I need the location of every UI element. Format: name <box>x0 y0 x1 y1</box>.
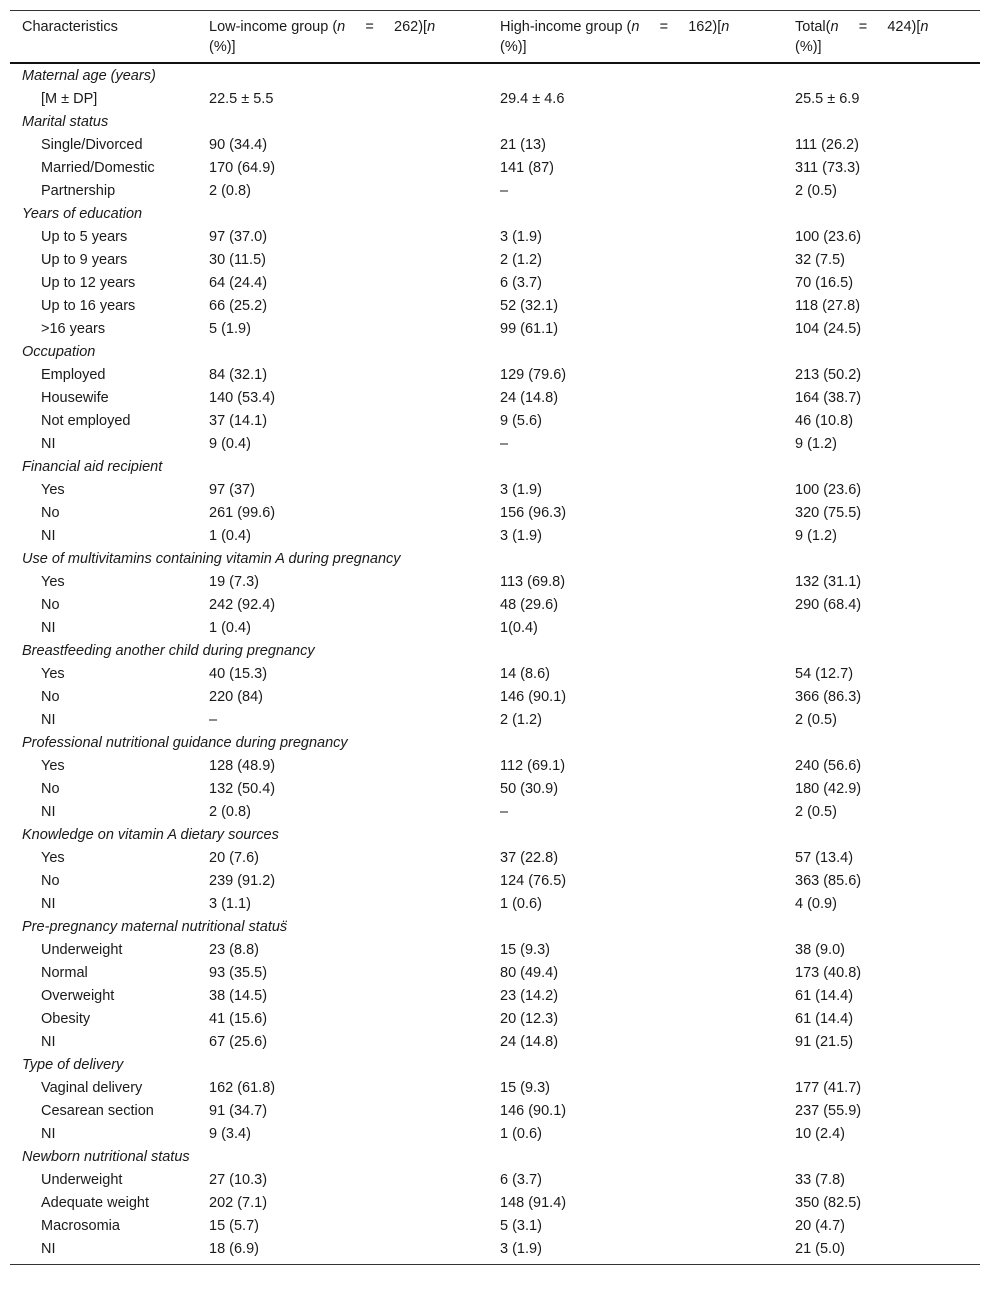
section-row <box>10 456 980 479</box>
table-row <box>10 870 980 893</box>
table-row <box>10 847 980 870</box>
high-income-cell: 113 (69.8) <box>500 574 566 590</box>
high-income-cell: 112 (69.1) <box>500 758 566 774</box>
row-label: >16 years <box>41 321 106 337</box>
high-income-cell: 50 (30.9) <box>500 781 559 797</box>
high-income-cell: 1 (0.6) <box>500 1126 542 1142</box>
row-label: Underweight <box>41 1172 123 1188</box>
total-cell: 21 (5.0) <box>795 1241 845 1257</box>
low-income-cell: 27 (10.3) <box>209 1172 268 1188</box>
total-cell: 61 (14.4) <box>795 1011 854 1027</box>
high-income-cell: 29.4 ± 4.6 <box>500 91 565 107</box>
row-label: Yes <box>41 574 65 590</box>
low-income-cell: – <box>209 712 218 728</box>
total-cell: 104 (24.5) <box>795 321 862 337</box>
row-label: Not employed <box>41 413 131 429</box>
low-income-cell: 93 (35.5) <box>209 965 268 981</box>
table-row <box>10 479 980 502</box>
high-income-cell: 2 (1.2) <box>500 712 542 728</box>
table-body <box>10 63 980 1265</box>
header-high-pre: High-income group ( <box>500 19 632 35</box>
header-characteristics: Characteristics <box>22 19 118 35</box>
table-row <box>10 134 980 157</box>
total-cell: 100 (23.6) <box>795 229 862 245</box>
high-income-cell: 3 (1.9) <box>500 528 542 544</box>
high-income-cell: 24 (14.8) <box>500 1034 559 1050</box>
low-income-cell: 38 (14.5) <box>209 988 268 1004</box>
table-row <box>10 985 980 1008</box>
section-label: Pre-pregnancy maternal nutritional status̈ <box>22 919 288 935</box>
high-income-cell: 1 (0.6) <box>500 896 542 912</box>
high-income-cell: – <box>500 804 509 820</box>
header-total-n2: n <box>920 19 929 35</box>
row-label: NI <box>41 1126 56 1142</box>
low-income-cell: 9 (3.4) <box>209 1126 251 1142</box>
section-label: Professional nutritional guidance during pregnancy <box>22 735 348 751</box>
row-label: Vaginal delivery <box>41 1080 143 1096</box>
table-row <box>10 778 980 801</box>
row-label: Up to 9 years <box>41 252 128 268</box>
total-cell: 213 (50.2) <box>795 367 862 383</box>
row-label: No <box>41 873 60 889</box>
header-total-n: n <box>830 19 839 35</box>
low-income-cell: 23 (8.8) <box>209 942 259 958</box>
high-income-cell: 141 (87) <box>500 160 555 176</box>
row-label: Yes <box>41 482 65 498</box>
high-income-cell: 5 (3.1) <box>500 1218 542 1234</box>
header-total <box>783 11 980 64</box>
low-income-cell: 239 (91.2) <box>209 873 276 889</box>
header-low-eq: = <box>365 19 374 35</box>
section-row <box>10 341 980 364</box>
total-cell: 363 (85.6) <box>795 873 862 889</box>
row-label: NI <box>41 1034 56 1050</box>
high-income-cell: 3 (1.9) <box>500 1241 542 1257</box>
section-row <box>10 640 980 663</box>
section-label: Knowledge on vitamin A dietary sources <box>22 827 279 843</box>
high-income-cell: 148 (91.4) <box>500 1195 567 1211</box>
row-label: Employed <box>41 367 106 383</box>
total-cell: 180 (42.9) <box>795 781 862 797</box>
total-cell: 33 (7.8) <box>795 1172 845 1188</box>
header-high-n: n <box>631 19 640 35</box>
low-income-cell: 67 (25.6) <box>209 1034 268 1050</box>
low-income-cell: 140 (53.4) <box>209 390 276 406</box>
header-total-count: 424)[ <box>887 19 921 35</box>
total-cell: 2 (0.5) <box>795 804 837 820</box>
table-row <box>10 571 980 594</box>
high-income-cell: 14 (8.6) <box>500 666 550 682</box>
total-cell: 20 (4.7) <box>795 1218 845 1234</box>
high-income-cell: 156 (96.3) <box>500 505 567 521</box>
total-cell: 290 (68.4) <box>795 597 862 613</box>
header-high-n2: n <box>721 19 730 35</box>
high-income-cell: 21 (13) <box>500 137 546 153</box>
table-row <box>10 962 980 985</box>
low-income-cell: 64 (24.4) <box>209 275 268 291</box>
row-label: Underweight <box>41 942 123 958</box>
section-row <box>10 111 980 134</box>
section-row <box>10 1146 980 1169</box>
total-cell: 91 (21.5) <box>795 1034 854 1050</box>
total-cell: 10 (2.4) <box>795 1126 845 1142</box>
row-label: Yes <box>41 758 65 774</box>
row-label: NI <box>41 896 56 912</box>
low-income-cell: 202 (7.1) <box>209 1195 268 1211</box>
section-label: Marital status <box>22 114 109 130</box>
table-row <box>10 410 980 433</box>
total-cell: 320 (75.5) <box>795 505 862 521</box>
total-cell: 61 (14.4) <box>795 988 854 1004</box>
total-cell: 173 (40.8) <box>795 965 862 981</box>
total-cell: 177 (41.7) <box>795 1080 862 1096</box>
row-label: NI <box>41 436 56 452</box>
low-income-cell: 2 (0.8) <box>209 183 251 199</box>
section-label: Newborn nutritional status <box>22 1149 190 1165</box>
section-label: Breastfeeding another child during pregnancy <box>22 643 315 659</box>
row-label: Yes <box>41 666 65 682</box>
high-income-cell: 1(0.4) <box>500 620 538 636</box>
low-income-cell: 97 (37) <box>209 482 255 498</box>
row-label: Partnership <box>41 183 116 199</box>
row-label: Yes <box>41 850 65 866</box>
row-label: Adequate weight <box>41 1195 150 1211</box>
table-row <box>10 1100 980 1123</box>
high-income-cell: 15 (9.3) <box>500 942 550 958</box>
high-income-cell: 146 (90.1) <box>500 1103 567 1119</box>
high-income-cell: 52 (32.1) <box>500 298 559 314</box>
section-label: Years of education <box>22 206 143 222</box>
row-label: Housewife <box>41 390 109 406</box>
low-income-cell: 20 (7.6) <box>209 850 259 866</box>
header-low-income <box>197 11 488 64</box>
table-row <box>10 1123 980 1146</box>
header-total-pre: Total( <box>795 19 831 35</box>
row-label: Obesity <box>41 1011 91 1027</box>
low-income-cell: 1 (0.4) <box>209 528 251 544</box>
high-income-cell: 6 (3.7) <box>500 275 542 291</box>
low-income-cell: 128 (48.9) <box>209 758 276 774</box>
table-row <box>10 295 980 318</box>
high-income-cell: 124 (76.5) <box>500 873 567 889</box>
total-cell: 100 (23.6) <box>795 482 862 498</box>
header-high-eq: = <box>659 19 669 35</box>
total-cell: 32 (7.5) <box>795 252 845 268</box>
low-income-cell: 18 (6.9) <box>209 1241 259 1257</box>
header-total-eq: = <box>858 19 868 35</box>
header-high-count: 162)[ <box>688 19 722 35</box>
section-label: Use of multivitamins containing vitamin A during pregnancy <box>22 551 401 567</box>
high-income-cell: 2 (1.2) <box>500 252 542 268</box>
section-row <box>10 203 980 226</box>
low-income-cell: 22.5 ± 5.5 <box>209 91 274 107</box>
row-label: Married/Domestic <box>41 160 155 176</box>
high-income-cell: 3 (1.9) <box>500 229 542 245</box>
total-cell: 240 (56.6) <box>795 758 862 774</box>
table-row <box>10 939 980 962</box>
section-label: Financial aid recipient <box>22 459 163 475</box>
high-income-cell: 37 (22.8) <box>500 850 559 866</box>
total-cell: 46 (10.8) <box>795 413 854 429</box>
table-row <box>10 1192 980 1215</box>
high-income-cell: 3 (1.9) <box>500 482 542 498</box>
header-high-income <box>488 11 783 64</box>
header-low-n: n <box>337 19 346 35</box>
low-income-cell: 84 (32.1) <box>209 367 268 383</box>
low-income-cell: 40 (15.3) <box>209 666 268 682</box>
row-label: Up to 16 years <box>41 298 136 314</box>
low-income-cell: 2 (0.8) <box>209 804 251 820</box>
high-income-cell: 23 (14.2) <box>500 988 559 1004</box>
table-row <box>10 1169 980 1192</box>
low-income-cell: 261 (99.6) <box>209 505 276 521</box>
high-income-cell: 15 (9.3) <box>500 1080 550 1096</box>
high-income-cell: 99 (61.1) <box>500 321 559 337</box>
high-income-cell: – <box>500 183 509 199</box>
table-row <box>10 893 980 916</box>
row-label: NI <box>41 1241 56 1257</box>
total-cell: 38 (9.0) <box>795 942 845 958</box>
table-header <box>10 11 980 64</box>
row-label: Macrosomia <box>41 1218 120 1234</box>
row-label: Cesarean section <box>41 1103 154 1119</box>
header-total-suffix: (%)] <box>795 39 822 55</box>
table-row <box>10 157 980 180</box>
table-row <box>10 272 980 295</box>
table-row <box>10 617 980 640</box>
total-cell: 2 (0.5) <box>795 712 837 728</box>
table-row <box>10 180 980 203</box>
section-label: Type of delivery <box>22 1057 124 1073</box>
row-label: No <box>41 781 60 797</box>
table-row <box>10 709 980 732</box>
high-income-cell: 129 (79.6) <box>500 367 567 383</box>
section-row <box>10 824 980 847</box>
table-row <box>10 226 980 249</box>
row-label: No <box>41 689 60 705</box>
high-income-cell: 6 (3.7) <box>500 1172 542 1188</box>
total-cell: 57 (13.4) <box>795 850 854 866</box>
high-income-cell: 80 (49.4) <box>500 965 559 981</box>
table-row <box>10 433 980 456</box>
table-row <box>10 801 980 824</box>
high-income-cell: – <box>500 436 509 452</box>
total-cell: 70 (16.5) <box>795 275 854 291</box>
row-label: NI <box>41 528 56 544</box>
low-income-cell: 170 (64.9) <box>209 160 276 176</box>
row-label: Up to 12 years <box>41 275 136 291</box>
header-low-n2: n <box>427 19 436 35</box>
row-label: NI <box>41 712 56 728</box>
section-row <box>10 1054 980 1077</box>
table-row <box>10 1238 980 1265</box>
low-income-cell: 242 (92.4) <box>209 597 276 613</box>
table-row <box>10 755 980 778</box>
header-row <box>10 11 980 64</box>
low-income-cell: 97 (37.0) <box>209 229 268 245</box>
total-cell: 132 (31.1) <box>795 574 862 590</box>
table-row <box>10 686 980 709</box>
total-cell: 164 (38.7) <box>795 390 862 406</box>
low-income-cell: 162 (61.8) <box>209 1080 276 1096</box>
header-high-suffix: (%)] <box>500 39 527 55</box>
low-income-cell: 66 (25.2) <box>209 298 268 314</box>
total-cell: 4 (0.9) <box>795 896 837 912</box>
high-income-cell: 9 (5.6) <box>500 413 542 429</box>
total-cell: 366 (86.3) <box>795 689 862 705</box>
low-income-cell: 41 (15.6) <box>209 1011 268 1027</box>
table-row <box>10 1031 980 1054</box>
total-cell: 2 (0.5) <box>795 183 837 199</box>
table-row <box>10 364 980 387</box>
low-income-cell: 1 (0.4) <box>209 620 251 636</box>
row-label: No <box>41 505 60 521</box>
section-row <box>10 732 980 755</box>
high-income-cell: 48 (29.6) <box>500 597 559 613</box>
total-cell: 25.5 ± 6.9 <box>795 91 860 107</box>
section-row <box>10 548 980 571</box>
low-income-cell: 132 (50.4) <box>209 781 276 797</box>
low-income-cell: 9 (0.4) <box>209 436 251 452</box>
header-low-suffix: (%)] <box>209 39 236 55</box>
section-row <box>10 916 980 939</box>
row-label: No <box>41 597 60 613</box>
high-income-cell: 146 (90.1) <box>500 689 567 705</box>
row-label: Single/Divorced <box>41 137 143 153</box>
total-cell: 118 (27.8) <box>795 298 861 314</box>
table-row <box>10 249 980 272</box>
total-cell: 311 (73.3) <box>795 160 861 176</box>
row-label: Overweight <box>41 988 115 1004</box>
low-income-cell: 3 (1.1) <box>209 896 251 912</box>
table-row <box>10 502 980 525</box>
table-container <box>10 10 980 1265</box>
low-income-cell: 37 (14.1) <box>209 413 268 429</box>
low-income-cell: 5 (1.9) <box>209 321 251 337</box>
low-income-cell: 30 (11.5) <box>209 252 266 268</box>
low-income-cell: 220 (84) <box>209 689 264 705</box>
total-cell: 54 (12.7) <box>795 666 854 682</box>
table-row <box>10 1215 980 1238</box>
row-label: Up to 5 years <box>41 229 128 245</box>
total-cell <box>783 617 980 640</box>
row-label: [M ± DP] <box>41 91 98 107</box>
table-row <box>10 387 980 410</box>
total-cell: 237 (55.9) <box>795 1103 862 1119</box>
total-cell: 350 (82.5) <box>795 1195 862 1211</box>
table-row <box>10 594 980 617</box>
total-cell: 9 (1.2) <box>795 528 837 544</box>
row-label: NI <box>41 804 56 820</box>
total-cell: 111 (26.2) <box>795 137 859 153</box>
row-label: Normal <box>41 965 88 981</box>
low-income-cell: 15 (5.7) <box>209 1218 259 1234</box>
high-income-cell: 20 (12.3) <box>500 1011 559 1027</box>
table-row <box>10 1008 980 1031</box>
characteristics-table <box>10 10 980 1265</box>
high-income-cell: 24 (14.8) <box>500 390 559 406</box>
low-income-cell: 90 (34.4) <box>209 137 268 153</box>
total-cell: 9 (1.2) <box>795 436 837 452</box>
low-income-cell: 91 (34.7) <box>209 1103 268 1119</box>
header-low-count: 262)[ <box>394 19 428 35</box>
table-row <box>10 88 980 111</box>
table-row <box>10 663 980 686</box>
table-row <box>10 525 980 548</box>
section-label: Occupation <box>22 344 96 360</box>
row-label: NI <box>41 620 56 636</box>
section-row <box>10 63 980 88</box>
section-label: Maternal age (years) <box>22 68 156 84</box>
table-row <box>10 318 980 341</box>
table-row <box>10 1077 980 1100</box>
header-low-pre: Low-income group ( <box>209 19 338 35</box>
low-income-cell: 19 (7.3) <box>209 574 259 590</box>
